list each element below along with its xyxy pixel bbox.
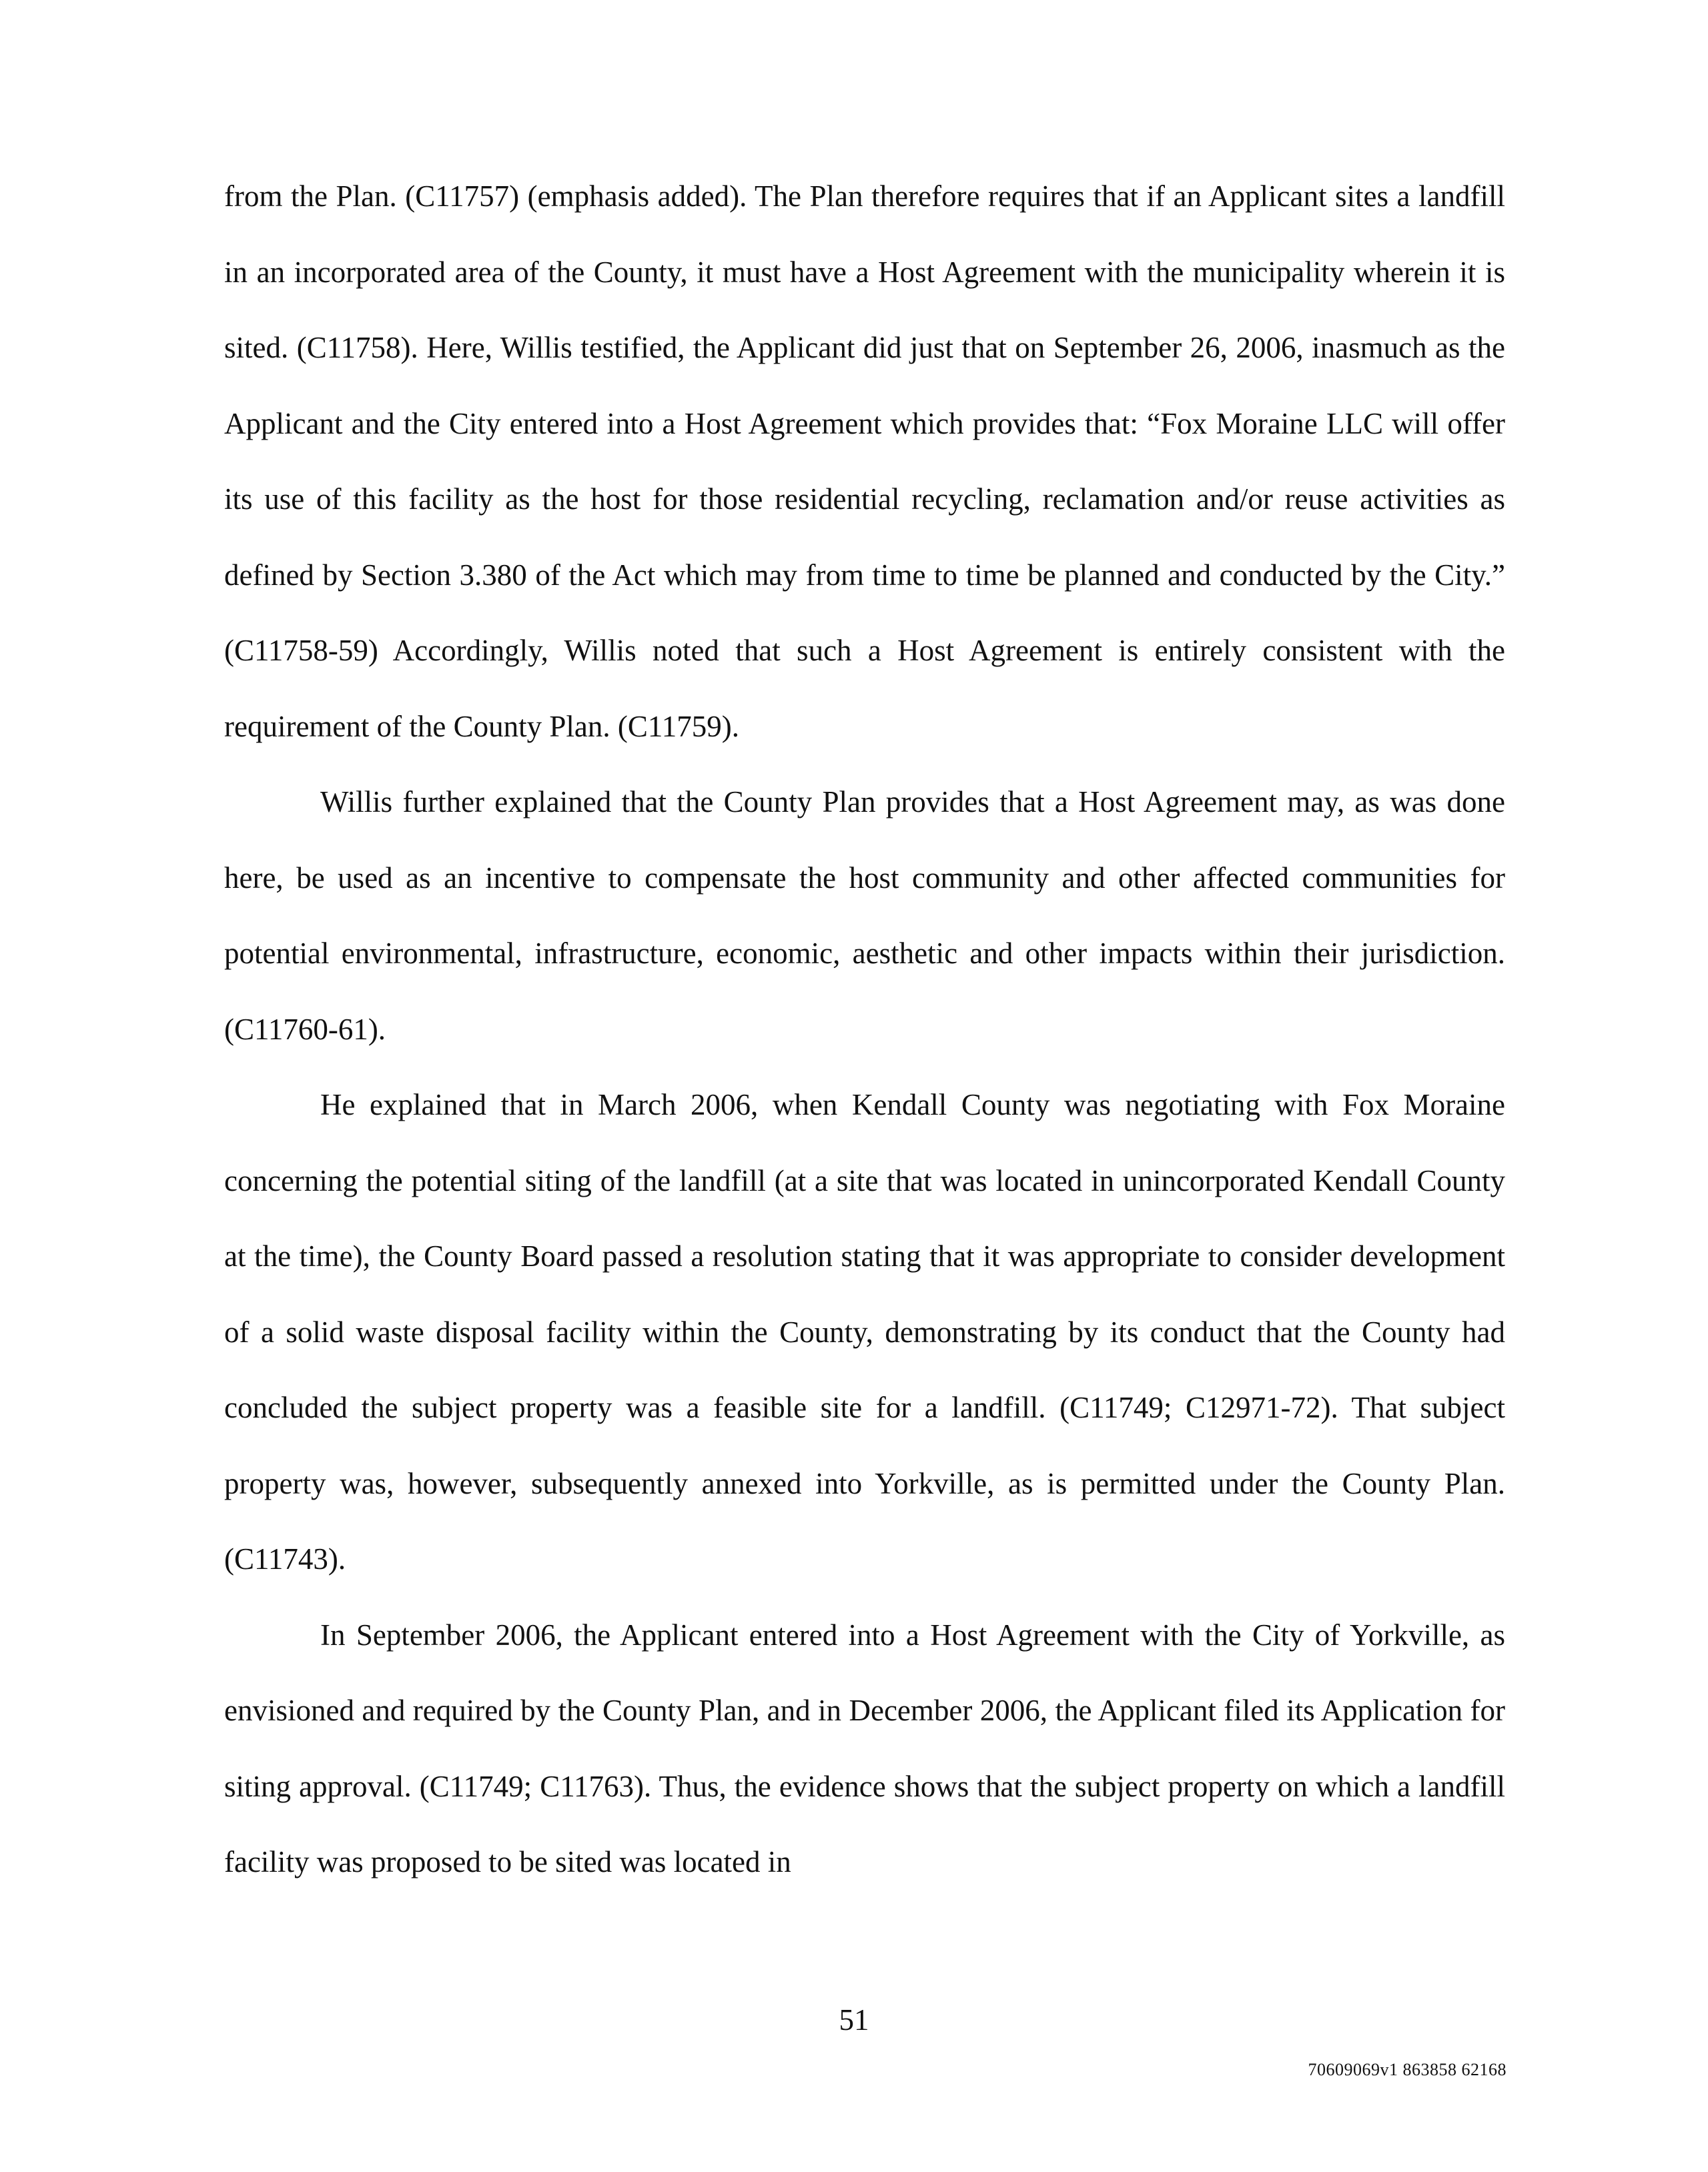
body-text	[224, 159, 1505, 1901]
paragraph-continuation: from the Plan. (C11757) (emphasis added). The Plan therefore requires that if an Applicant sites a landfill in an incorporated area of the County, it must have a Host Agreement with the municipality wherein it is sited. (C11758). Here, Willis testified, the Applicant did just that on September 26, 2006, inasmuch as the Applicant and the City entered into a Host Agreement which provides that: “Fox Moraine LLC will offer its use of this facility as the host for those residential recycling, reclamation and/or reuse activities as defined by Section 3.380 of the Act which may from time to time be planned and conducted by the City.” (C11758-59) Accordingly, Willis noted that such a Host Agreement is entirely consistent with the requirement of the County Plan. (C11759).	[224, 179, 1505, 743]
paragraph-september-host-agreement: In September 2006, the Applicant entered into a Host Agreement with the City of Yorkville, as envisioned and required by the County Plan, and in December 2006, the Applicant filed its Application for siting approval. (C11749; C11763). Thus, the evidence shows that the subject property on which a landfill facility was proposed to be sited was located in	[224, 1618, 1505, 1878]
page-number: 51	[839, 2003, 869, 2037]
paragraph-host-agreement-incentive: Willis further explained that the County Plan provides that a Host Agreement may, as was done here, be used as an incentive to compensate the host community and other affected communities for potential environmental, infrastructure, economic, aesthetic and other impacts within their jurisdiction. (C11760-61).	[224, 785, 1505, 1046]
paragraph-county-resolution: He explained that in March 2006, when Kendall County was negotiating with Fox Moraine concerning the potential siting of the landfill (at a site that was located in unincorporated Kendall County at the time), the County Board passed a resolution stating that it was appropriate to consider development of a solid waste disposal facility within the County, demonstrating by its conduct that the County had concluded the subject property was a feasible site for a landfill. (C11749; C12971-72). That subject property was, however, subsequently annexed into Yorkville, as is permitted under the County Plan. (C11743).	[224, 1088, 1505, 1576]
document-id: 70609069v1 863858 62168	[1308, 2060, 1507, 2079]
